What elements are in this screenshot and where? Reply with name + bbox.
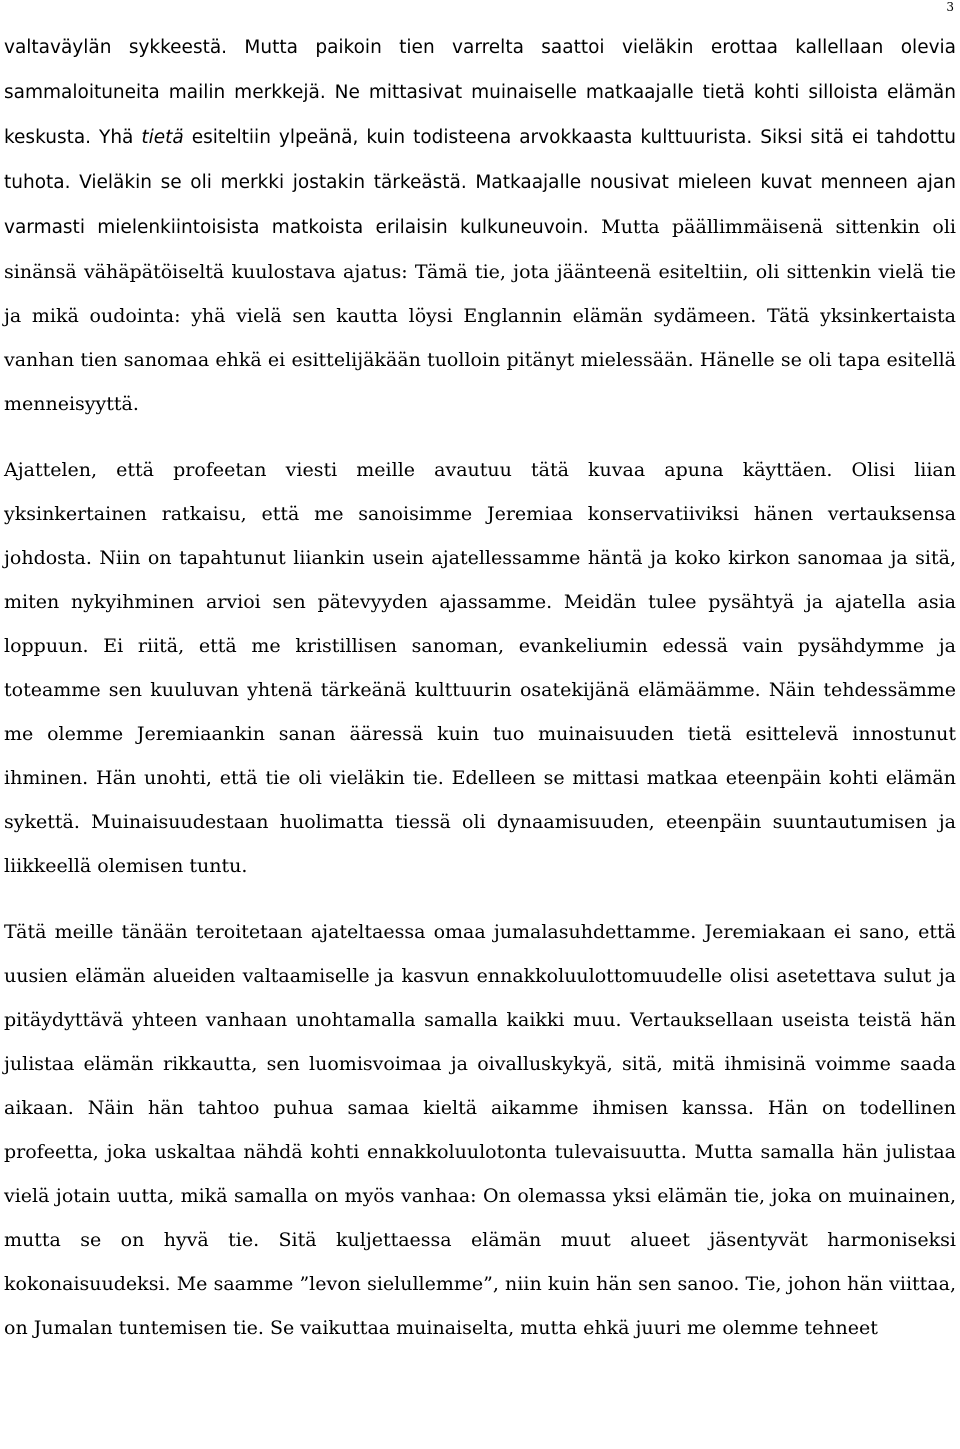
page-number: 3 (946, 0, 954, 14)
document-body (4, 25, 956, 1350)
paragraph-1-emphasis: tietä (141, 127, 184, 148)
paragraph-1 (4, 25, 956, 426)
paragraph-2: Ajattelen, että profeetan viesti meille avautuu tätä kuvaa apuna käyttäen. Olisi liian yksinkertainen ratkaisu, että me sanoisimme Jeremiaa konservatiiviksi hänen vertauksensa johdosta. Niin on tapahtunut liiankin usein ajatellessamme häntä ja koko kirkon sanomaa ja sitä, miten nykyihminen arvioi sen pätevyyden ajassamme. Meidän tulee pysähtyä ja ajatella asia loppuun. Ei riitä, että me kristillisen sanoman, evankeliumin edessä vain pysähdymme ja toteamme sen kuuluvan yhtenä tärkeänä kulttuurin osatekijänä elämäämme. Näin tehdessämme me olemme Jeremiaankin sanan ääressä kuin tuo muinaisuuden tietä esittelevä innostunut ihminen. Hän unohti, että tie oli vieläkin tie. Edelleen se mittasi matkaa eteenpäin kohti elämän sykettä. Muinaisuudestaan huolimatta tiessä oli dynaamisuuden, eteenpäin suuntautumisen ja liikkeellä olemisen tuntu. (4, 459, 956, 877)
paragraph-1-segment-a: valtaväylän sykkeestä. Mutta paikoin tien varrelta saattoi vieläkin erottaa kallellaan olevia sammaloituneita mailin merkkejä. Ne mittasivat muinaiselle matkaajalle tietä kohti silloista elämän keskusta. Yhä (4, 37, 956, 148)
paragraph-1-segment-c: Mutta päällimmäisenä sittenkin oli sinänsä vähäpätöiseltä kuulostava ajatus: Tämä tie, jota jäänteenä esiteltiin, oli sittenkin vielä tie ja mikä oudointa: yhä vielä sen kautta löysi Englannin elämän sydämeen. Tätä yksinkertaista vanhan tien sanomaa ehkä ei esittelijäkään tuolloin pitänyt mielessään. Hänelle se oli tapa esitellä menneisyyttä. (4, 216, 956, 415)
paragraph-3: Tätä meille tänään teroitetaan ajateltaessa omaa jumalasuhdettamme. Jeremiakaan ei sano, että uusien elämän alueiden valtaamiselle ja kasvun ennakkoluulottomuudelle olisi asetettava sulut ja pitäydyttävä yhteen vanhaan unohtamalla samalla kaikki muu. Vertauksellaan useista teistä hän julistaa elämän rikkautta, sen luomisvoimaa ja oivalluskykyä, sitä, mitä ihmisinä voimme saada aikaan. Näin hän tahtoo puhua samaa kieltä aikamme ihmisen kanssa. Hän on todellinen profeetta, joka uskaltaa nähdä kohti ennakkoluulotonta tulevaisuutta. Mutta samalla hän julistaa vielä jotain uutta, mikä samalla on myös vanhaa: On olemassa yksi elämän tie, joka on muinainen, mutta se on hyvä tie. Sitä kuljettaessa elämän muut alueet jäsentyvät harmoniseksi kokonaisuudeksi. Me saamme ”levon sielullemme”, niin kuin hän sen sanoo. Tie, johon hän viittaa, on Jumalan tuntemisen tie. Se vaikuttaa muinaiselta, mutta ehkä juuri me olemme tehneet (4, 921, 956, 1339)
paragraph-1-segment-b: esiteltiin ylpeänä, kuin todisteena arvokkaasta kulttuurista. Siksi sitä ei tahdottu tuhota. Vieläkin se oli merkki jostakin tärkeästä. Matkaajalle nousivat mieleen kuvat menneen ajan varmasti mielenkiintoisista matkoista erilaisin kulkuneuvoin. (4, 127, 956, 238)
